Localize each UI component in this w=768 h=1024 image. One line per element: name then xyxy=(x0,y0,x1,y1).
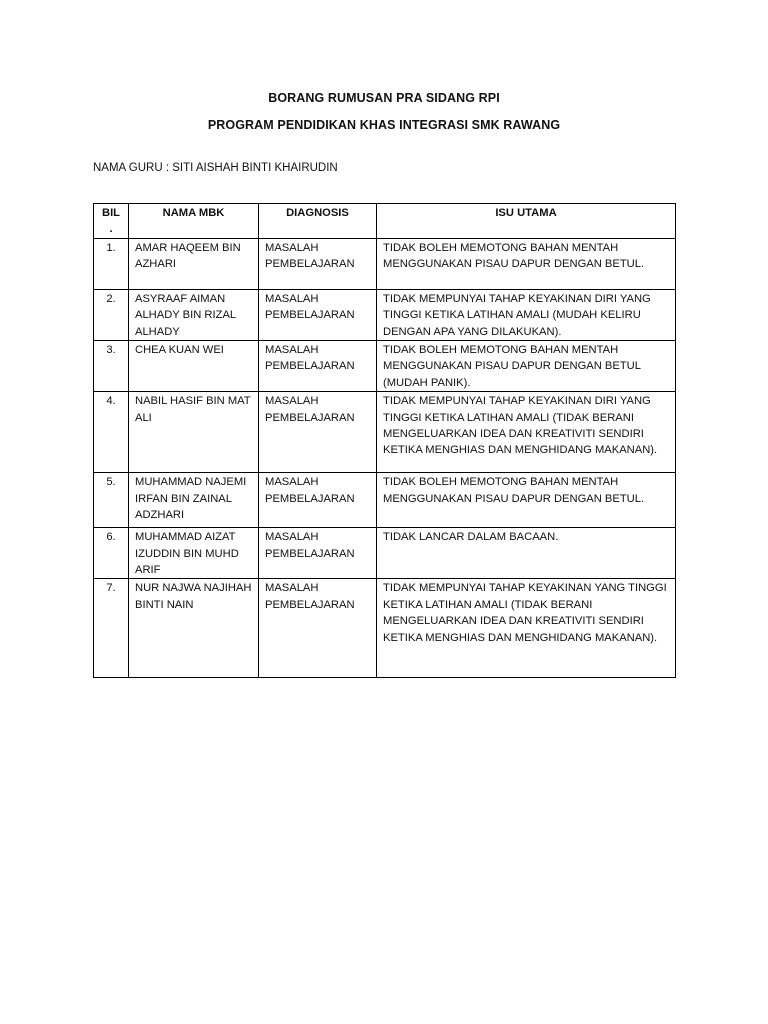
header-name: NAMA MBK xyxy=(129,204,259,239)
table-row xyxy=(94,528,676,579)
table-row xyxy=(94,289,676,340)
diagnosis: MASALAH PEMBELAJARAN xyxy=(259,473,377,528)
table-row xyxy=(94,579,676,678)
student-name: AMAR HAQEEM BIN AZHARI xyxy=(129,238,259,289)
table-header-row xyxy=(94,204,676,239)
teacher-name-line: NAMA GURU : SITI AISHAH BINTI KHAIRUDIN xyxy=(93,162,338,174)
document-subtitle: PROGRAM PENDIDIKAN KHAS INTEGRASI SMK RAWANG xyxy=(207,118,561,132)
student-name: MUHAMMAD NAJEMI IRFAN BIN ZAINAL ADZHARI xyxy=(129,473,259,528)
header-bil: BIL . xyxy=(94,204,129,239)
row-number: 5. xyxy=(94,473,129,528)
main-issue: TIDAK BOLEH MEMOTONG BAHAN MENTAH MENGGUNAKAN PISAU DAPUR DENGAN BETUL. xyxy=(377,238,676,289)
row-number: 1. xyxy=(94,238,129,289)
student-name: MUHAMMAD AIZAT IZUDDIN BIN MUHD ARIF xyxy=(129,528,259,579)
header-issue: ISU UTAMA xyxy=(377,204,676,239)
row-number: 2. xyxy=(94,289,129,340)
main-issue: TIDAK LANCAR DALAM BACAAN. xyxy=(377,528,676,579)
main-issue: TIDAK MEMPUNYAI TAHAP KEYAKINAN DIRI YANG TINGGI KETIKA LATIHAN AMALI (MUDAH KELIRU DENGAN APA YANG DILAKUKAN). xyxy=(377,289,676,340)
table-row xyxy=(94,392,676,473)
summary-table xyxy=(93,203,676,678)
student-name: NABIL HASIF BIN MAT ALI xyxy=(129,392,259,473)
table-row xyxy=(94,341,676,392)
table-row xyxy=(94,473,676,528)
row-number: 6. xyxy=(94,528,129,579)
row-number: 4. xyxy=(94,392,129,473)
student-name: NUR NAJWA NAJIHAH BINTI NAIN xyxy=(129,579,259,678)
diagnosis: MASALAH PEMBELAJARAN xyxy=(259,579,377,678)
main-issue: TIDAK BOLEH MEMOTONG BAHAN MENTAH MENGGUNAKAN PISAU DAPUR DENGAN BETUL (MUDAH PANIK). xyxy=(377,341,676,392)
diagnosis: MASALAH PEMBELAJARAN xyxy=(259,238,377,289)
table-row xyxy=(94,238,676,289)
diagnosis: MASALAH PEMBELAJARAN xyxy=(259,341,377,392)
row-number: 7. xyxy=(94,579,129,678)
main-issue: TIDAK MEMPUNYAI TAHAP KEYAKINAN DIRI YANG TINGGI KETIKA LATIHAN AMALI (TIDAK BERANI MENGELUARKAN IDEA DAN KREATIVITI SENDIRI KETIKA MENGHIAS DAN MENGHIDANG MAKANAN). xyxy=(377,392,676,473)
document-title: BORANG RUMUSAN PRA SIDANG RPI xyxy=(268,91,500,105)
student-name: CHEA KUAN WEI xyxy=(129,341,259,392)
row-number: 3. xyxy=(94,341,129,392)
main-issue: TIDAK BOLEH MEMOTONG BAHAN MENTAH MENGGUNAKAN PISAU DAPUR DENGAN BETUL. xyxy=(377,473,676,528)
main-issue: TIDAK MEMPUNYAI TAHAP KEYAKINAN YANG TINGGI KETIKA LATIHAN AMALI (TIDAK BERANI MENGELUARKAN IDEA DAN KREATIVITI SENDIRI KETIKA MENGHIAS DAN MENGHIDANG MAKANAN). xyxy=(377,579,676,678)
header-diagnosis: DIAGNOSIS xyxy=(259,204,377,239)
diagnosis: MASALAH PEMBELAJARAN xyxy=(259,289,377,340)
student-name: ASYRAAF AIMAN ALHADY BIN RIZAL ALHADY xyxy=(129,289,259,340)
diagnosis: MASALAH PEMBELAJARAN xyxy=(259,392,377,473)
diagnosis: MASALAH PEMBELAJARAN xyxy=(259,528,377,579)
